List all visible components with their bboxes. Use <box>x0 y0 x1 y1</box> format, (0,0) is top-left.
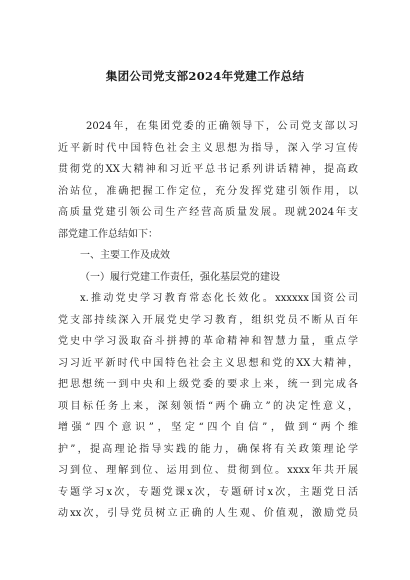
paragraph-line: 贯彻党的XX大精神和习近平总书记系列讲话精神，提高政 <box>58 164 358 175</box>
paragraph-line: 增强“四个意识”，坚定“四个自信”，做到“两个维 <box>58 422 358 433</box>
paragraph-line: 项目标任务上来，深刻领悟“两个确立”的决定性意义， <box>58 400 358 412</box>
paragraph-line: 专题学习x次，专题党课x次，专题研讨x次，主题党日活 <box>58 486 358 498</box>
subsection-heading: （一）履行党建工作责任，强化基层党的建设 <box>80 271 280 283</box>
paragraph-line: 习到位、理解到位、运用到位、贯彻到位。xxxx年共开展 <box>58 465 358 476</box>
paragraph-line: 动xx次，引导党员树立正确的人生观、价值观，激励党员 <box>58 508 358 519</box>
paragraph-line: 把思想统一到中央和上级党委的要求上来，统一到完成各 <box>58 379 358 390</box>
paragraph-line: 党史中学习汲取奋斗拼搏的革命精神和智慧力量，重点学 <box>58 336 358 347</box>
paragraph-line: 近平新时代中国特色社会主义思想为指导，深入学习宣传 <box>58 142 358 154</box>
section-heading: 一、主要工作及成效 <box>80 250 170 261</box>
paragraph-line: 治站位，准确把握工作定位，充分发挥党建引领作用，以 <box>58 185 358 197</box>
document-title: 集团公司党支部2024年党建工作总结 <box>105 69 305 83</box>
paragraph-line: 2024年，在集团党委的正确领导下，公司党支部以习 <box>86 121 358 132</box>
paragraph-line: 党支部持续深入开展党史学习教育，组织党员不断从百年 <box>58 314 358 326</box>
paragraph-line: 护”，提高理论指导实践的能力，确保将有关政策理论学 <box>58 443 358 455</box>
document-body <box>58 116 358 525</box>
paragraph-line: 部党建工作总结如下： <box>58 228 158 240</box>
paragraph-line: x.推动党史学习教育常态化长效化。xxxxxx国资公司 <box>80 293 358 304</box>
paragraph-line: 高质量党建引领公司生产经营高质量发展。现就2024年支 <box>58 207 358 218</box>
paragraph-line: 习习近平新时代中国特色社会主义思想和党的XX大精神， <box>58 357 358 369</box>
